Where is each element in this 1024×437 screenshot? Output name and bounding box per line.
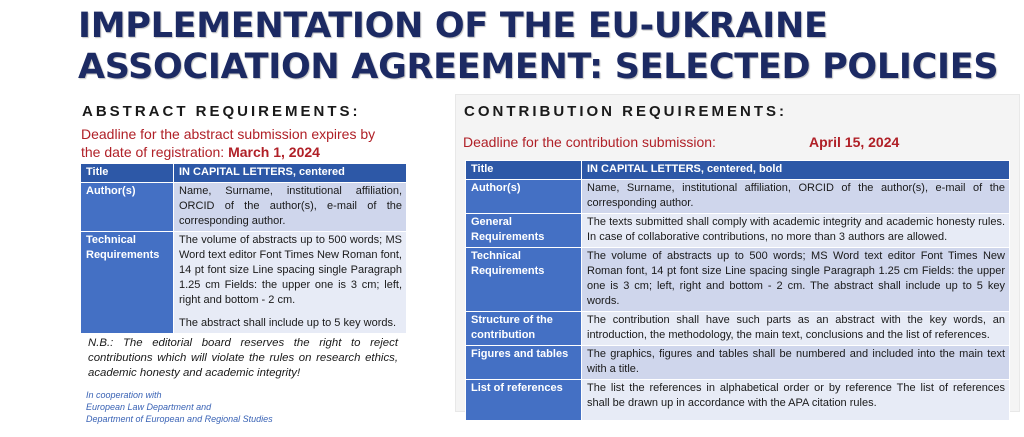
row-value-general: The texts submitted shall comply with academic integrity and academic honesty rules. In case of collaborative contributions, no more than 3 authors are allowed.	[582, 214, 1010, 248]
row-label-technical: Technical Requirements	[81, 232, 174, 334]
abstract-heading: ABSTRACT REQUIREMENTS:	[82, 103, 361, 120]
abstract-deadline-line-2	[81, 143, 411, 161]
row-label-general: General Requirements	[466, 214, 582, 248]
table-row	[466, 346, 1010, 380]
contribution-deadline-date: April 15, 2024	[809, 134, 900, 150]
cooperation-line-3: Department of European and Regional Studies	[86, 414, 273, 424]
contribution-deadline-label: Deadline for the contribution submission:	[463, 134, 716, 150]
abstract-deadline	[81, 125, 411, 161]
row-label-figures: Figures and tables	[466, 346, 582, 380]
table-header-label: Title	[81, 164, 174, 183]
row-label-technical: Technical Requirements	[466, 248, 582, 312]
row-label-authors: Author(s)	[81, 183, 174, 232]
contribution-heading: CONTRIBUTION REQUIREMENTS:	[464, 103, 787, 120]
abstract-deadline-line-1: Deadline for the abstract submission expires by	[81, 126, 376, 142]
editorial-note: N.B.: The editorial board reserves the right to reject contributions which will violate the rules on research ethics, academic honesty and academic integrity!	[88, 337, 398, 379]
row-value-structure: The contribution shall have such parts as an abstract with the key words, an introduction, the methodology, the main text, conclusions and the list of references.	[582, 312, 1010, 346]
key-words-text: The abstract shall include up to 5 key words.	[179, 317, 397, 329]
row-value-references: The list the references in alphabetical order or by reference The list of references shall be drawn up in accordance with the APA citation rules.	[582, 380, 1010, 421]
row-value-authors: Name, Surname, institutional affiliation, ORCID of the author(s), e-mail of the corresponding author.	[582, 180, 1010, 214]
page-title-line-1: IMPLEMENTATION OF THE EU-UKRAINE	[78, 6, 828, 46]
abstract-deadline-text: the date of registration:	[81, 144, 229, 160]
cooperation-line-2: European Law Department and	[86, 402, 212, 412]
page-title-line-2: ASSOCIATION AGREEMENT: SELECTED POLICIES	[78, 47, 999, 87]
table-row	[81, 164, 407, 183]
table-row	[81, 232, 407, 334]
table-header-value: IN CAPITAL LETTERS, centered	[174, 164, 407, 183]
contribution-requirements-table	[465, 160, 1010, 421]
cooperation-line-1: In cooperation with	[86, 390, 162, 400]
technical-requirements-text: The volume of abstracts up to 500 words; MS Word text editor Font Times New Roman font, 14 pt font size Line spacing single Paragraph 1.25 cm Fields: the upper one is 3 cm; left, right and bottom - 2 cm.	[179, 234, 402, 306]
table-row	[466, 312, 1010, 346]
table-row	[466, 180, 1010, 214]
table-row	[466, 248, 1010, 312]
cooperation-note	[86, 389, 386, 425]
row-label-authors: Author(s)	[466, 180, 582, 214]
abstract-deadline-date: March 1, 2024	[228, 144, 320, 160]
table-header-value: IN CAPITAL LETTERS, centered, bold	[582, 161, 1010, 180]
table-header-label: Title	[466, 161, 582, 180]
row-value-technical: The volume of abstracts up to 500 words; MS Word text editor Font Times New Roman font, 14 pt font size Line spacing single Paragraph 1.25 cm Fields: the upper one is 3 cm; left, right and bottom - 2 cm. The abstract shall include up to 5 key words.	[582, 248, 1010, 312]
row-label-structure: Structure of the contribution	[466, 312, 582, 346]
table-row	[466, 161, 1010, 180]
page-title	[78, 6, 1018, 88]
row-value-authors: Name, Surname, institutional affiliation, ORCID of the author(s), e-mail of the corresponding author.	[174, 183, 407, 232]
table-row	[466, 380, 1010, 421]
row-label-references: List of references	[466, 380, 582, 421]
table-row	[466, 214, 1010, 248]
table-row	[81, 183, 407, 232]
abstract-requirements-table	[80, 163, 407, 334]
row-value-technical	[174, 232, 407, 334]
row-value-figures: The graphics, figures and tables shall be numbered and included into the main text with a title.	[582, 346, 1010, 380]
